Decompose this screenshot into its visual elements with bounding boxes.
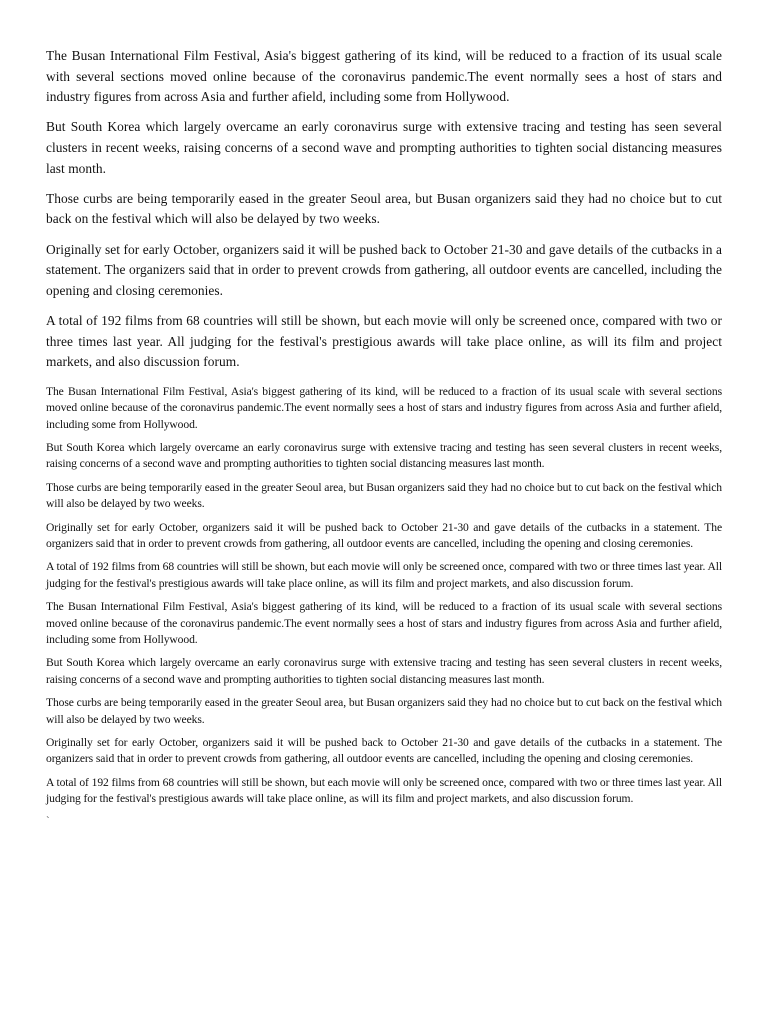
paragraph: The Busan International Film Festival, Asia's biggest gathering of its kind, will be reduced to a fraction of its usual scale with several sections moved online because of the coronavirus pandemic.The event normally sees a host of stars and industry figures from across Asia and further afield, including some from Hollywood. bbox=[46, 600, 722, 646]
paragraph: The Busan International Film Festival, Asia's biggest gathering of its kind, will be reduced to a fraction of its usual scale with several sections moved online because of the coronavirus pandemic.The event normally sees a host of stars and industry figures from across Asia and further afield, including some from Hollywood. bbox=[46, 48, 722, 105]
paragraph: Originally set for early October, organizers said it will be pushed back to October 21-30 and gave details of the cutbacks in a statement. The organizers said that in order to prevent crowds from gathering, all outdoor events are cancelled, including the opening and closing ceremonies. bbox=[46, 241, 722, 298]
paragraph: A total of 192 films from 68 countries will still be shown, but each movie will only be screened once, compared with two or three times last year. All judging for the festival's prestigious awards will take place online, as will its film and project markets, and also discussion forum. bbox=[46, 312, 722, 370]
large-text-section bbox=[46, 46, 722, 373]
paragraph: Those curbs are being temporarily eased in the greater Seoul area, but Busan organizers said they had no choice but to cut back on the festival which will also be delayed by two weeks. bbox=[46, 190, 722, 227]
paragraph: Originally set for early October, organizers said it will be pushed back to October 21-30 and gave details of the cutbacks in a statement. The organizers said that in order to prevent crowds from gathering, all outdoor events are cancelled, including the opening and closing ceremonies. bbox=[46, 736, 722, 766]
paragraph: A total of 192 films from 68 countries will still be shown, but each movie will only be screened once, compared with two or three times last year. All judging for the festival's prestigious awards will take place online, as will its film and project markets, and also discussion forum. bbox=[46, 775, 722, 806]
small-text-section bbox=[46, 384, 722, 808]
document-page bbox=[46, 46, 722, 827]
paragraph: A total of 192 films from 68 countries will still be shown, but each movie will only be screened once, compared with two or three times last year. All judging for the festival's prestigious awards will take place online, as will its film and project markets, and also discussion forum. bbox=[46, 560, 722, 590]
trailing-mark: ` bbox=[46, 814, 50, 827]
paragraph: Originally set for early October, organizers said it will be pushed back to October 21-30 and gave details of the cutbacks in a statement. The organizers said that in order to prevent crowds from gathering, all outdoor events are cancelled, including the opening and closing ceremonies. bbox=[46, 520, 722, 550]
paragraph: Those curbs are being temporarily eased in the greater Seoul area, but Busan organizers said they had no choice but to cut back on the festival which will also be delayed by two weeks. bbox=[46, 696, 722, 726]
paragraph: The Busan International Film Festival, Asia's biggest gathering of its kind, will be reduced to a fraction of its usual scale with several sections moved online because of the coronavirus pandemic.The event normally sees a host of stars and industry figures from across Asia and further afield, including some from Hollywood. bbox=[46, 384, 722, 431]
paragraph: Those curbs are being temporarily eased in the greater Seoul area, but Busan organizers said they had no choice but to cut back on the festival which will also be delayed by two weeks. bbox=[46, 480, 722, 511]
paragraph: But South Korea which largely overcame an early coronavirus surge with extensive tracing and testing has seen several clusters in recent weeks, raising concerns of a second wave and prompting authorities to tighten social distancing measures last month. bbox=[46, 440, 722, 471]
paragraph: But South Korea which largely overcame an early coronavirus surge with extensive tracing and testing has seen several clusters in recent weeks, raising concerns of a second wave and prompting authorities to tighten social distancing measures last month. bbox=[46, 656, 722, 686]
paragraph: But South Korea which largely overcame an early coronavirus surge with extensive tracing and testing has seen several clusters in recent weeks, raising concerns of a second wave and prompting authorities to tighten social distancing measures last month. bbox=[46, 119, 722, 176]
